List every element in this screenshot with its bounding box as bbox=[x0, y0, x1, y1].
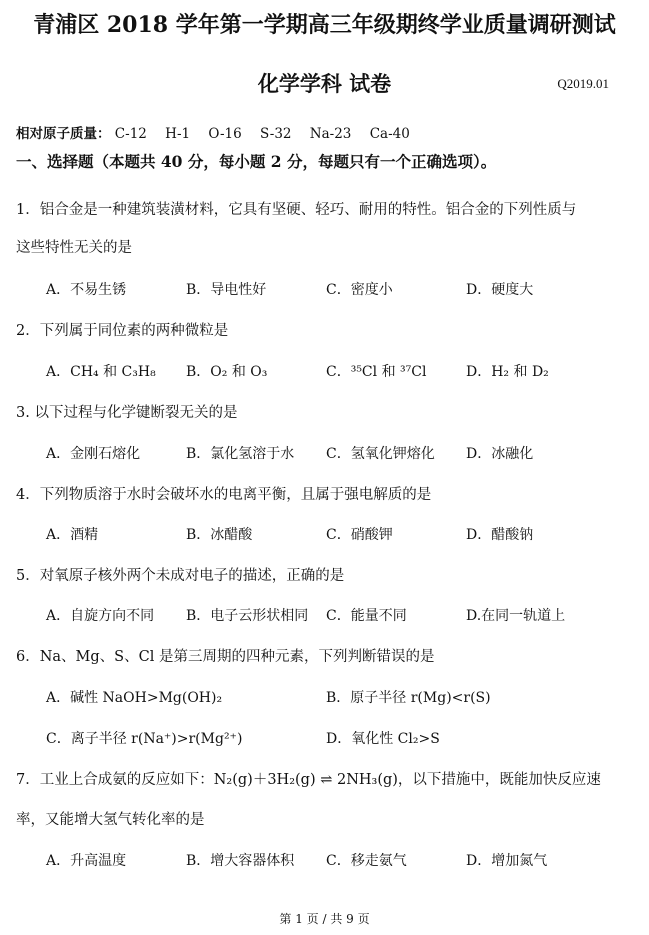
question-3-option-d: D．冰融化 bbox=[466, 446, 534, 462]
atomic-mass-s: S-32 bbox=[260, 126, 292, 142]
exam-code: Q2019.01 bbox=[557, 76, 609, 91]
question-7-stem-cont: 率，又能增大氢气转化率的是 bbox=[16, 812, 205, 828]
question-3-option-c: C．氢氧化钾熔化 bbox=[326, 446, 435, 462]
question-4-option-c: C．硝酸钾 bbox=[326, 527, 393, 543]
question-2-option-a: A．CH₄ 和 C₃H₈ bbox=[46, 364, 156, 380]
question-4-stem: 4．下列物质溶于水时会破坏水的电离平衡，且属于强电解质的是 bbox=[16, 487, 432, 503]
question-6-stem: 6．Na、Mg、S、Cl 是第三周期的四种元素，下列判断错误的是 bbox=[16, 649, 435, 665]
question-4-option-a: A．酒精 bbox=[46, 527, 99, 543]
question-5-option-a: A．自旋方向不同 bbox=[46, 608, 155, 624]
question-1-option-b: B．导电性好 bbox=[186, 282, 267, 298]
question-1-option-c: C．密度小 bbox=[326, 282, 393, 298]
question-4-option-d: D．醋酸钠 bbox=[466, 527, 534, 543]
question-7-option-b: B．增大容器体积 bbox=[186, 853, 295, 869]
exam-title: 青浦区 2018 学年第一学期高三年级期终学业质量调研测试 bbox=[33, 12, 616, 38]
question-7-option-d: D．增加氮气 bbox=[466, 853, 548, 869]
question-7-option-c: C．移走氨气 bbox=[326, 853, 407, 869]
question-1-option-d: D．硬度大 bbox=[466, 282, 534, 298]
atomic-mass-ca: Ca-40 bbox=[369, 126, 410, 142]
atomic-mass-na: Na-23 bbox=[309, 126, 352, 142]
atomic-mass-h: H-1 bbox=[165, 126, 191, 142]
question-2-option-b: B．O₂ 和 O₃ bbox=[186, 364, 268, 380]
question-5-option-c: C．能量不同 bbox=[326, 608, 407, 624]
question-5-stem: 5．对氧原子核外两个未成对电子的描述，正确的是 bbox=[16, 568, 345, 584]
question-6-option-c: C．离子半径 r(Na⁺)>r(Mg²⁺) bbox=[46, 731, 243, 747]
atomic-mass-o: O-16 bbox=[208, 126, 242, 142]
question-3-option-a: A．金刚石熔化 bbox=[46, 446, 141, 462]
exam-subtitle: 化学学科 试卷 bbox=[257, 71, 392, 96]
question-2-option-d: D．H₂ 和 D₂ bbox=[466, 364, 549, 380]
question-6-option-d: D．氧化性 Cl₂>S bbox=[326, 731, 440, 747]
question-3-stem: 3. 以下过程与化学键断裂无关的是 bbox=[16, 405, 238, 421]
question-1-stem: 1．铝合金是一种建筑装潢材料，它具有坚硬、轻巧、耐用的特性。铝合金的下列性质与 bbox=[16, 202, 577, 218]
question-4-option-b: B．冰醋酸 bbox=[186, 527, 253, 543]
question-7-option-a: A．升高温度 bbox=[46, 853, 127, 869]
atomic-masses bbox=[16, 122, 424, 142]
question-1-option-a: A．不易生锈 bbox=[46, 282, 127, 298]
question-5-option-b: B．电子云形状相同 bbox=[186, 608, 309, 624]
page-footer: 第 1 页 / 共 9 页 bbox=[279, 912, 370, 926]
question-2-option-c: C．³⁵Cl 和 ³⁷Cl bbox=[326, 364, 427, 380]
atomic-mass-c: C-12 bbox=[114, 126, 147, 142]
question-1-stem-cont: 这些特性无关的是 bbox=[16, 240, 132, 256]
question-3-option-b: B．氯化氢溶于水 bbox=[186, 446, 295, 462]
section-heading: 一、选择题（本题共 40 分，每小题 2 分，每题只有一个正确选项）。 bbox=[16, 152, 497, 171]
question-6-option-b: B．原子半径 r(Mg)<r(S) bbox=[326, 690, 491, 706]
question-7-stem: 7．工业上合成氨的反应如下：N₂(g)＋3H₂(g) ⇌ 2NH₃(g)，以下措施中，既能加快反应速 bbox=[16, 772, 601, 788]
question-5-option-d: D.在同一轨道上 bbox=[466, 608, 566, 624]
question-6-option-a: A．碱性 NaOH>Mg(OH)₂ bbox=[46, 690, 223, 706]
atomic-masses-label: 相对原子质量： bbox=[16, 126, 111, 142]
question-2-stem: 2．下列属于同位素的两种微粒是 bbox=[16, 323, 229, 339]
